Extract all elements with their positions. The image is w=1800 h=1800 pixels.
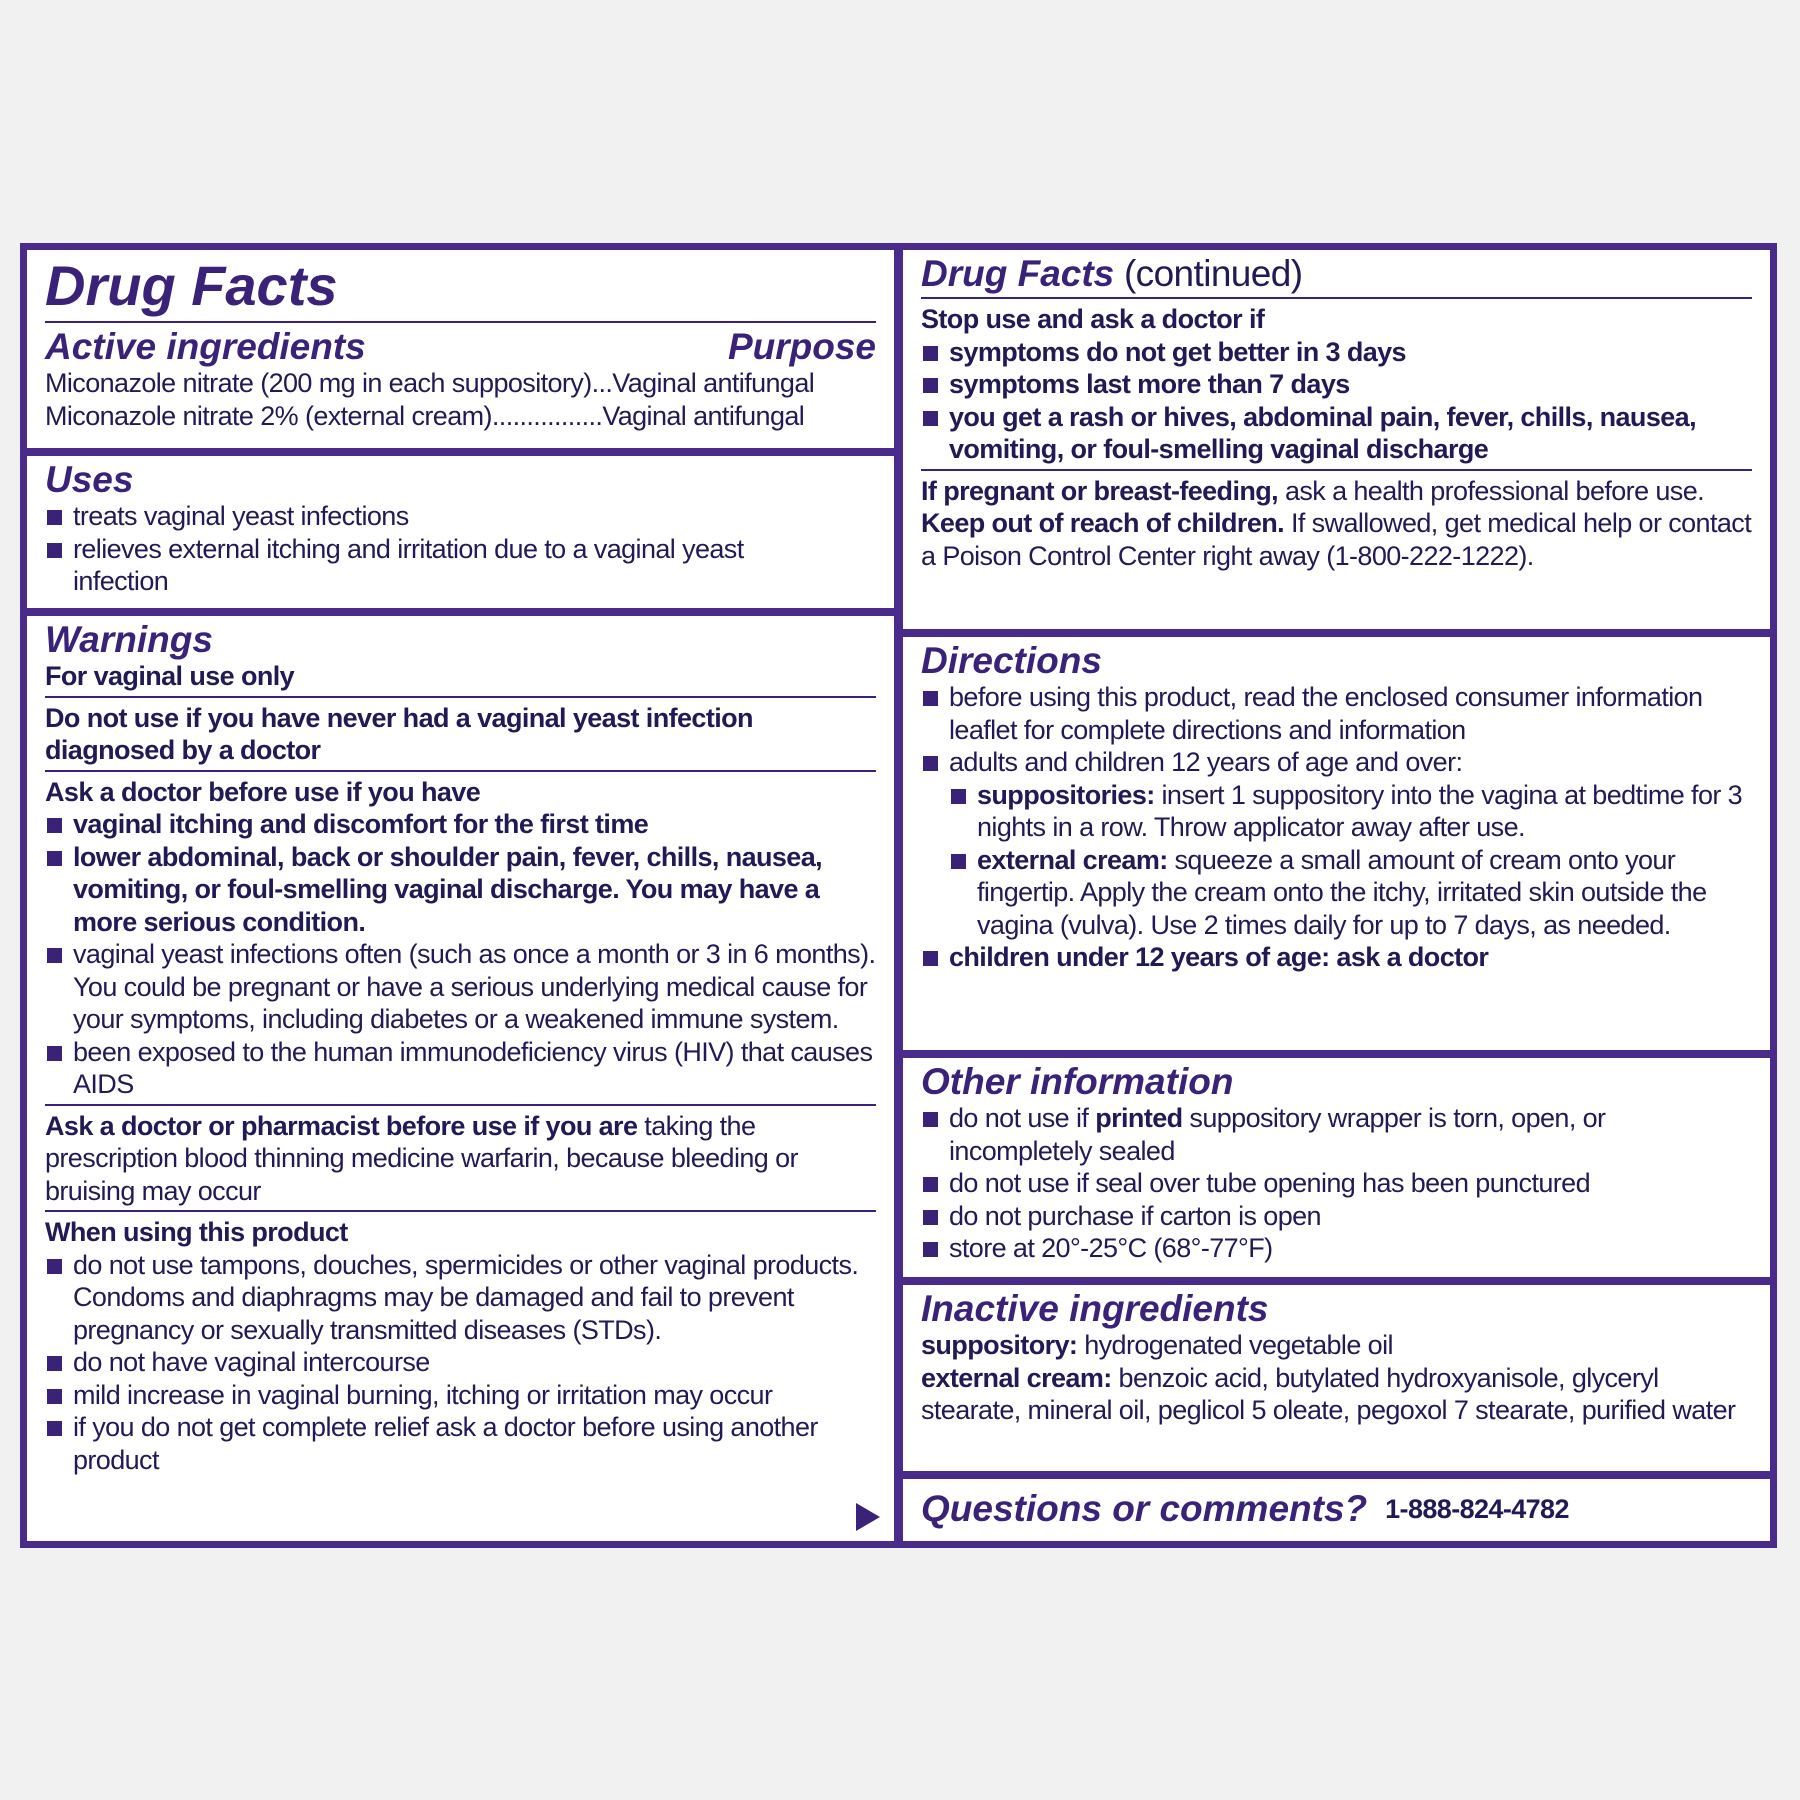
divider: [45, 1210, 876, 1212]
list-item: you get a rash or hives, abdominal pain, fever, chills, nausea, vomiting, or foul-smelling vaginal discharge: [921, 401, 1752, 466]
list-item: lower abdominal, back or shoulder pain, fever, chills, nausea, vomiting, or foul-smelling vaginal discharge. You may have a more serious condition.: [45, 841, 876, 939]
uses-heading: Uses: [45, 459, 134, 500]
drug-facts-panel: [20, 243, 1777, 1548]
text: do not use if: [949, 1103, 1096, 1133]
list-item: do not purchase if carton is open: [921, 1200, 1752, 1233]
keep-text: If swallowed, get medical help or contact a Poison Control Center right away (1-800-222-1222).: [921, 508, 1752, 571]
ingredient-line: Miconazole nitrate 2% (external cream)................Vaginal antifungal: [45, 400, 805, 431]
divider: [45, 696, 876, 698]
continue-arrow-icon: [856, 1503, 880, 1531]
uses-section: [27, 456, 894, 608]
pharmacist-bold: Ask a doctor or pharmacist before use if you are: [45, 1110, 638, 1141]
stop-use-heading: Stop use and ask a doctor if: [921, 304, 1265, 334]
inactive-ingredients-section: [903, 1285, 1770, 1471]
phone-number: 1-888-824-4782: [1385, 1493, 1569, 1524]
list-item: do not use if seal over tube opening has been punctured: [921, 1167, 1752, 1200]
stop-use-section: [903, 250, 1770, 629]
list-item: vaginal yeast infections often (such as once a month or 3 in 6 months). You could be pregnant or have a serious underlying medical cause for your symptoms, including diabetes or a weakened immune system.: [45, 938, 876, 1036]
divider: [45, 770, 876, 772]
inactive-suppository: [921, 1329, 1752, 1362]
list-item: symptoms do not get better in 3 days: [921, 336, 1752, 369]
do-not-use: Do not use if you have never had a vaginal yeast infection diagnosed by a doctor: [45, 702, 753, 765]
text: suppository wrapper is torn, open, or incompletely sealed: [949, 1103, 1606, 1166]
directions-heading: Directions: [921, 640, 1102, 681]
list-item: store at 20°-25°C (68°-77°F): [921, 1232, 1752, 1265]
suppositories-label: suppositories:: [977, 779, 1155, 810]
inactive-cream: [921, 1362, 1752, 1427]
text-bold: printed: [1095, 1103, 1183, 1133]
list-item: vaginal itching and discomfort for the first time: [45, 808, 876, 841]
pharmacist-text: taking the prescription blood thinning medicine warfarin, because bleeding or bruising may occur: [45, 1110, 798, 1206]
other-information-section: [903, 1058, 1770, 1277]
text: hydrogenated vegetable oil: [1077, 1330, 1393, 1360]
active-ingredients-heading: Active ingredients: [45, 326, 366, 367]
pregnant-bold: If pregnant or breast-feeding,: [921, 475, 1279, 506]
warnings-heading: Warnings: [45, 619, 213, 660]
other-info-heading: Other information: [921, 1061, 1234, 1102]
list-item: before using this product, read the enclosed consumer information leaflet for complete directions and information: [921, 681, 1752, 746]
questions-section: [903, 1479, 1770, 1541]
list-item: children under 12 years of age: ask a doctor: [921, 941, 1752, 974]
divider: [45, 1104, 876, 1106]
divider: [45, 321, 876, 323]
pregnant-warning: [921, 475, 1752, 508]
ask-doctor-heading: Ask a doctor before use if you have: [45, 776, 481, 807]
pregnant-text: ask a health professional before use.: [1278, 475, 1705, 506]
directions-section: [903, 637, 1770, 1050]
list-item: mild increase in vaginal burning, itching or irritation may occur: [45, 1379, 876, 1412]
warnings-section: [27, 616, 894, 1541]
list-item: been exposed to the human immunodeficiency virus (HIV) that causes AIDS: [45, 1036, 876, 1101]
list-item: [921, 1102, 1752, 1167]
cream-text: squeeze a small amount of cream onto your fingertip. Apply the cream onto the itchy, irritated skin outside the vagina (vulva). Use 2 times daily for up to 7 days, as needed.: [977, 844, 1707, 940]
inactive-heading: Inactive ingredients: [921, 1288, 1269, 1329]
list-item: treats vaginal yeast infections: [45, 500, 876, 533]
label: external cream:: [921, 1362, 1112, 1393]
keep-out-warning: [921, 507, 1752, 572]
purpose-heading: Purpose: [727, 326, 876, 367]
list-item: [949, 779, 1752, 844]
vaginal-use-only: For vaginal use only: [45, 661, 295, 691]
questions-heading: Questions or comments?: [921, 1488, 1368, 1529]
list-item: relieves external itching and irritation due to a vaginal yeast infection: [45, 533, 876, 598]
divider: [921, 469, 1752, 471]
list-item: do not use tampons, douches, spermicides or other vaginal products. Condoms and diaphragms may be damaged and fail to prevent pregnancy or sexually transmitted diseases (STDs).: [45, 1249, 876, 1347]
left-column: [27, 250, 894, 1541]
divider: [921, 297, 1752, 299]
ingredient-line: Miconazole nitrate (200 mg in each suppository)...Vaginal antifungal: [45, 368, 815, 398]
right-column: [903, 250, 1770, 1541]
when-using-heading: When using this product: [45, 1217, 348, 1247]
label: suppository:: [921, 1330, 1078, 1360]
list-item: [949, 844, 1752, 942]
drug-facts-title: Drug Facts: [45, 254, 338, 317]
keep-bold: Keep out of reach of children.: [921, 508, 1285, 538]
pharmacist-warning: [45, 1110, 876, 1208]
list-item: if you do not get complete relief ask a doctor before using another product: [45, 1411, 876, 1476]
continued-label: (continued): [1114, 253, 1303, 294]
active-ingredients-section: [27, 250, 894, 448]
list-item: do not have vaginal intercourse: [45, 1346, 876, 1379]
text: benzoic acid, butylated hydroxyanisole, glyceryl stearate, mineral oil, peglicol 5 oleate, pegoxol 7 stearate, purified water: [921, 1362, 1736, 1425]
drug-facts-continued-title: Drug Facts: [921, 253, 1115, 294]
cream-label: external cream:: [977, 844, 1168, 875]
list-item: adults and children 12 years of age and over:: [921, 746, 1752, 779]
list-item: symptoms last more than 7 days: [921, 368, 1752, 401]
suppositories-text: insert 1 suppository into the vagina at bedtime for 3 nights in a row. Throw applicator away after use.: [977, 779, 1743, 842]
